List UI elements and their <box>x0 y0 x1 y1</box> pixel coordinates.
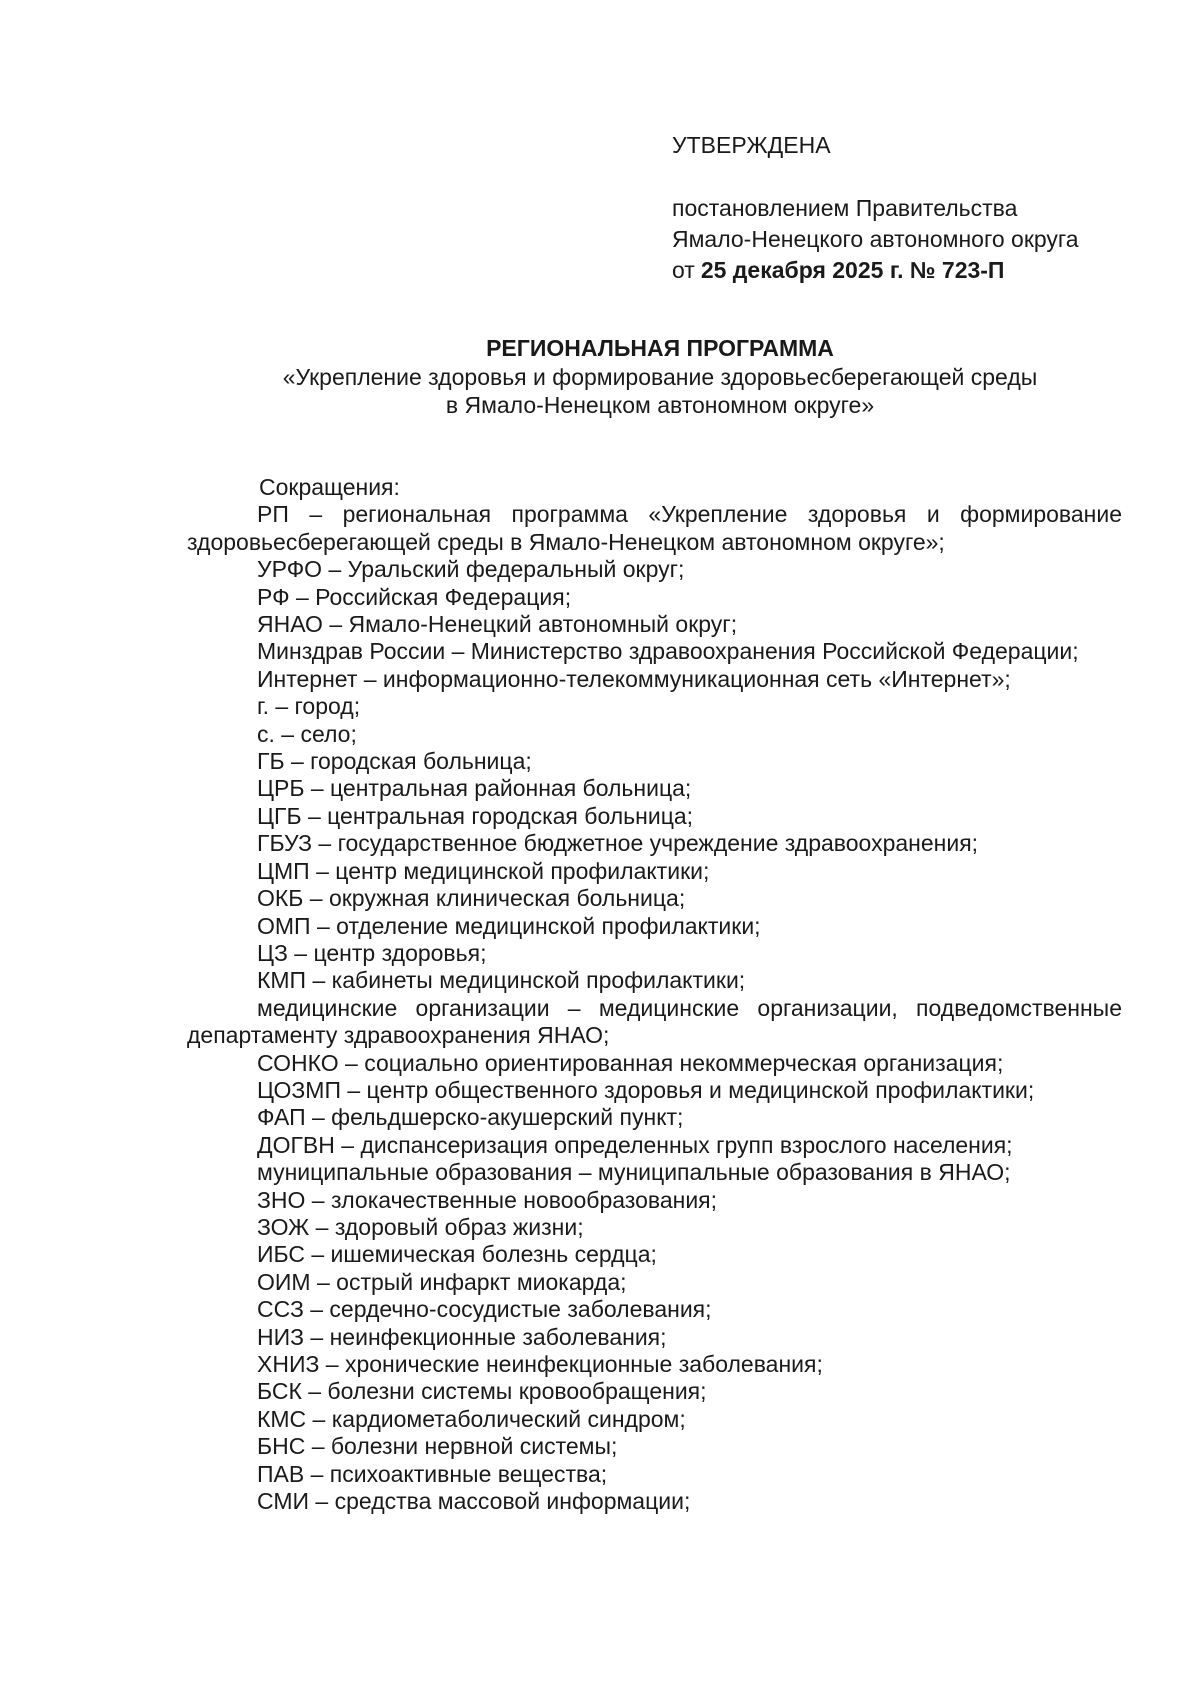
abbreviation-item: ХНИЗ – хронические неинфекционные заболевания; <box>257 1351 823 1377</box>
abbreviation-item: БСК – болезни системы кровообращения; <box>257 1378 707 1405</box>
abbreviation-item: ЗНО – злокачественные новообразования; <box>257 1186 718 1213</box>
abbreviation-item: ОМП – отделение медицинской профилактики; <box>257 912 761 939</box>
abbreviation-item: ГБ – городская больница; <box>257 748 532 775</box>
abbreviation-item: медицинские организации – медицинские организации, подведомственные департаменту здравоохранения ЯНАО; <box>187 994 1122 1049</box>
abbreviation-item: ПАВ – психоактивные вещества; <box>257 1460 608 1487</box>
abbreviation-item: ССЗ – сердечно-сосудистые заболевания; <box>257 1296 712 1323</box>
abbreviation-item: ОКБ – окружная клиническая больница; <box>257 885 686 912</box>
abbreviation-item: г. – город; <box>257 693 361 720</box>
abbreviations-section <box>187 474 1122 1515</box>
abbreviation-item: КМП – кабинеты медицинской профилактики; <box>257 967 746 994</box>
abbreviation-item: ОИМ – острый инфаркт миокарда; <box>257 1268 627 1295</box>
abbreviation-item: ФАП – фельдшерско-акушерский пункт; <box>257 1104 684 1131</box>
approval-date-value: 25 декабря 2025 г. № 723-П <box>700 257 1005 283</box>
abbreviation-item: УРФО – Уральский федеральный округ; <box>257 556 685 583</box>
abbreviation-item: РФ – Российская Федерация; <box>257 583 572 610</box>
abbreviation-item: РП – региональная программа «Укрепление здоровья и формирование здоровьесберегающей среды в Ямало-Ненецком автономном округе»; <box>187 501 1122 555</box>
approval-date-line <box>672 255 1152 286</box>
approval-line-2: Ямало-Ненецкого автономного округа <box>672 226 1079 252</box>
abbreviation-item: ЦРБ – центральная районная больница; <box>257 775 692 802</box>
approval-stamp: УТВЕРЖДЕНА <box>672 132 831 158</box>
abbreviation-item: ЗОЖ – здоровый образ жизни; <box>257 1213 584 1240</box>
abbreviation-item: ИБС – ишемическая болезнь сердца; <box>257 1241 657 1268</box>
abbreviation-item: ЦЗ – центр здоровья; <box>257 939 487 966</box>
abbreviation-item: Интернет – информационно-телекоммуникационная сеть «Интернет»; <box>257 665 1011 692</box>
abbreviation-item: Минздрав России – Министерство здравоохранения Российской Федерации; <box>257 638 1079 665</box>
abbreviation-item: ДОГВН – диспансеризация определенных групп взрослого населения; <box>257 1131 1013 1158</box>
abbreviation-item: СОНКО – социально ориентированная некоммерческая организация; <box>257 1049 1004 1076</box>
abbreviation-item: ЦОЗМП – центр общественного здоровья и медицинской профилактики; <box>257 1076 1035 1103</box>
program-title: РЕГИОНАЛЬНАЯ ПРОГРАММА <box>486 335 834 361</box>
abbreviation-item: ЯНАО – Ямало-Ненецкий автономный округ; <box>257 611 738 638</box>
program-subtitle-line-1: «Укрепление здоровья и формирование здоровьесберегающей среды <box>282 364 1038 390</box>
abbreviation-item: муниципальные образования – муниципальные образования в ЯНАО; <box>257 1159 1011 1186</box>
abbreviation-item: ЦГБ – центральная городская больница; <box>257 802 694 829</box>
abbreviation-item: БНС – болезни нервной системы; <box>257 1433 618 1460</box>
abbreviation-item: с. – село; <box>257 720 357 747</box>
abbreviation-item: ГБУЗ – государственное бюджетное учреждение здравоохранения; <box>257 830 979 857</box>
abbreviation-item: ЦМП – центр медицинской профилактики; <box>257 857 710 884</box>
approval-date-prefix: от <box>672 257 695 283</box>
abbreviation-item: СМИ – средства массовой информации; <box>257 1488 691 1515</box>
approval-line-1: постановлением Правительства <box>672 195 1018 221</box>
program-subtitle-line-2: в Ямало-Ненецком автономном округе» <box>445 392 875 418</box>
program-title-block <box>180 334 1140 419</box>
abbreviation-item: НИЗ – неинфекционные заболевания; <box>257 1323 667 1350</box>
abbreviation-item: КМС – кардиометаболический синдром; <box>257 1405 686 1432</box>
approval-block <box>672 130 1152 286</box>
abbreviations-heading: Сокращения: <box>259 474 400 500</box>
